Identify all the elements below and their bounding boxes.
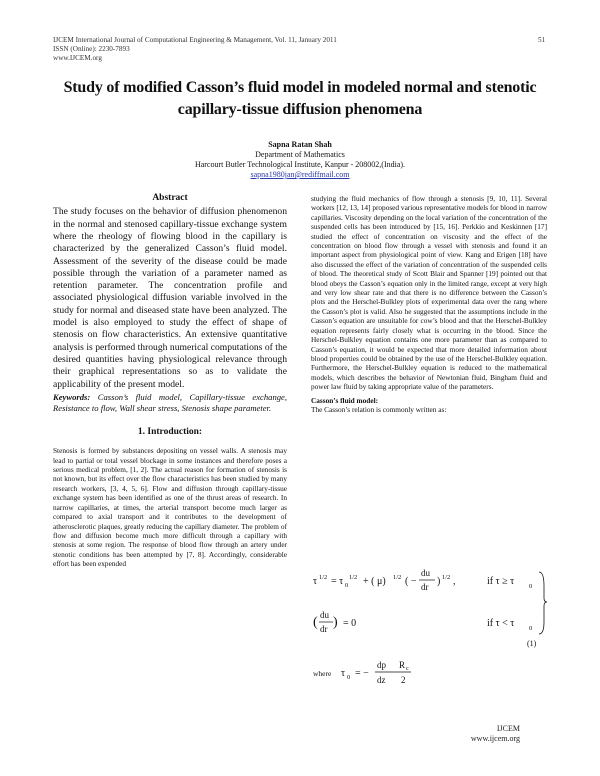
svg-text:du: du — [320, 610, 329, 620]
svg-text:= τ: = τ — [331, 576, 344, 587]
condition-1: if τ ≥ τ — [487, 576, 515, 587]
equation-number: (1) — [527, 639, 537, 648]
svg-text:): ) — [333, 615, 338, 630]
intro-text: Stenosis is formed by substances depositing on vessel walls. A stenosis may lead to partial or total vessel blockage in some instances and therefore poses a serious medical problem, [1, 2]. The actual reason for formation of stenosis is not known, but its effect over the flow characteristics has been studied by many research workers, [3, 4, 5, 6]. Flow and diffusion through capillary-tissue exchange system has been identified as one of the thrust areas of research. In narrow capillaries, at times, the arterial transport become much larger as compared to axial transport and it contributes to the development of atherosclerotic plaques, greatly reducing the capillary diameter. The problem of flow and diffusion become much more difficult through a capillary with stenosis at some region. The response of blood flow through an artery under stenotic conditions has been attempted by [7, 8]. Accordingly, considerable effort has been expended — [53, 446, 287, 569]
casson-equation — [311, 564, 551, 692]
svg-text:0: 0 — [347, 674, 351, 681]
keywords — [53, 392, 287, 414]
svg-text:dr: dr — [320, 624, 328, 634]
svg-text:(: ( — [313, 615, 318, 630]
svg-text:dz: dz — [377, 675, 386, 685]
left-column — [53, 194, 287, 569]
svg-text:0: 0 — [345, 582, 349, 589]
footer-url: www.ijcem.org — [470, 734, 520, 743]
svg-text:τ: τ — [341, 668, 346, 679]
svg-text:0: 0 — [529, 583, 533, 590]
casson-intro: The Casson’s relation is commonly written as: — [311, 404, 447, 414]
paper-title: Study of modified Casson’s fluid model in modeled normal and stenotic capillary-tissue diffusion phenomena — [63, 79, 537, 118]
svg-text:,: , — [453, 576, 456, 587]
abstract-heading: Abstract — [152, 193, 188, 203]
svg-text:0: 0 — [529, 625, 533, 632]
right-column — [311, 194, 547, 414]
issn-line: ISSN (Online): 2230-7893 — [53, 45, 130, 53]
author-department: Department of Mathematics — [255, 150, 345, 159]
svg-text:c: c — [406, 666, 409, 672]
svg-text:dr: dr — [421, 582, 429, 592]
svg-text:1/2: 1/2 — [319, 574, 328, 581]
casson-heading: Casson’s fluid model: — [311, 395, 379, 405]
right-column-text: studying the fluid mechanics of flow through a stenosis [9, 10, 11]. Several workers [12, 13, 14] proposed various representative models for blood in narrow capillaries. Viscosity depending on the local variation of the concentration of the suspended cells has been introduced by [15, 16]. Perkkio and Keskinnen [17] studied the effect of concentration on viscosity and the effect of the concentration on blood flow through a vessel with stenosis and found it an important aspect from physiological point of view. Kang and Erigen [18] have also discussed the effect of the variation of concentration of the suspended cells of blood. The theoretical study of Scott Blair and Spanner [19] pointed out that blood obeys the Casson’s equation only in the limited range, except at very high and very low shear rate and that there is no difference between the Casson’s plots and the Herschel-Bulkley plots of experimental data over the rang where the Casson’s plot is valid. Also he suggested that the assumptions include in the Casson’s equation are unsuitable for cow’s blood and that the Herschel-Bulkley equation represents fairly closely what is occurring in the blood. Since the Herschel-Bulkley equation contains one more parameter than as compared to Casson’s equation, it would be expected that more detailed information about blood properties could be obtained by the use of the Herschel-Bulkley equation. Furthermore, the Herschel-Bulkley equation is reduced to the mathematical models, which describes the behavior of Newtonian fluid, Bingham fluid and power law fluid by taking appropriate value of the parameters. — [311, 194, 547, 392]
author-name: Sapna Ratan Shah — [268, 140, 332, 149]
author-institute: Harcourt Butler Technological Institute, Kanpur - 208002,(India). — [194, 160, 406, 169]
svg-text:( −: ( − — [405, 576, 417, 587]
journal-line: IJCEM International Journal of Computational Engineering & Management, Vol. 11, January 2011 — [53, 36, 337, 44]
svg-text:= 0: = 0 — [343, 618, 357, 629]
running-header — [53, 36, 337, 63]
abstract-text: The study focuses on the behavior of diffusion phenomenon in the normal and stenosed capillary-tissue exchange system where the rheology of flowing blood in the capillary is characterized by the generalized Casson’s fluid model. Assessment of the severity of the disease could be made possible through the variation of a parameter named as retention parameter. The concentration profile and associated physiological diffusion variable involved in the study for normal and diseased state have been analyzed. The model is also employed to study the effect of shape of stenosis on flow characteristics. An extensive quantitative analysis is performed through numerical computations of the desired quantities having physiological relevance through their graphical representations so as to validate the applicability of the present model. — [53, 206, 287, 390]
keywords-label: Keywords: — [53, 391, 91, 402]
svg-text:1/2: 1/2 — [442, 574, 451, 581]
author-email[interactable]: sapna1980jan@rediffmail.com — [250, 170, 350, 179]
page-footer — [430, 724, 520, 744]
svg-text:2: 2 — [401, 675, 406, 685]
page-number: 51 — [538, 36, 546, 44]
where-label: where — [313, 669, 332, 678]
keywords-text: Casson’s fluid model, Capillary-tissue exchange, Resistance to flow, Wall shear stress, Stenosis shape parameter. — [53, 391, 287, 413]
svg-text:= −: = − — [355, 668, 369, 679]
svg-text:R: R — [399, 660, 406, 670]
footer-journal: IJCEM — [496, 724, 520, 733]
svg-text:du: du — [421, 568, 430, 578]
svg-text:): ) — [437, 576, 441, 587]
author-block — [100, 140, 500, 180]
condition-2: if τ < τ — [487, 618, 515, 629]
svg-text:1/2: 1/2 — [349, 574, 358, 581]
journal-url: www.IJCEM.org — [53, 54, 102, 62]
svg-text:dp: dp — [377, 660, 386, 670]
svg-text:1/2: 1/2 — [393, 574, 402, 581]
svg-text:τ: τ — [313, 576, 318, 587]
svg-text:+ ( μ): + ( μ) — [363, 576, 386, 587]
intro-heading: 1. Introduction: — [137, 426, 203, 437]
